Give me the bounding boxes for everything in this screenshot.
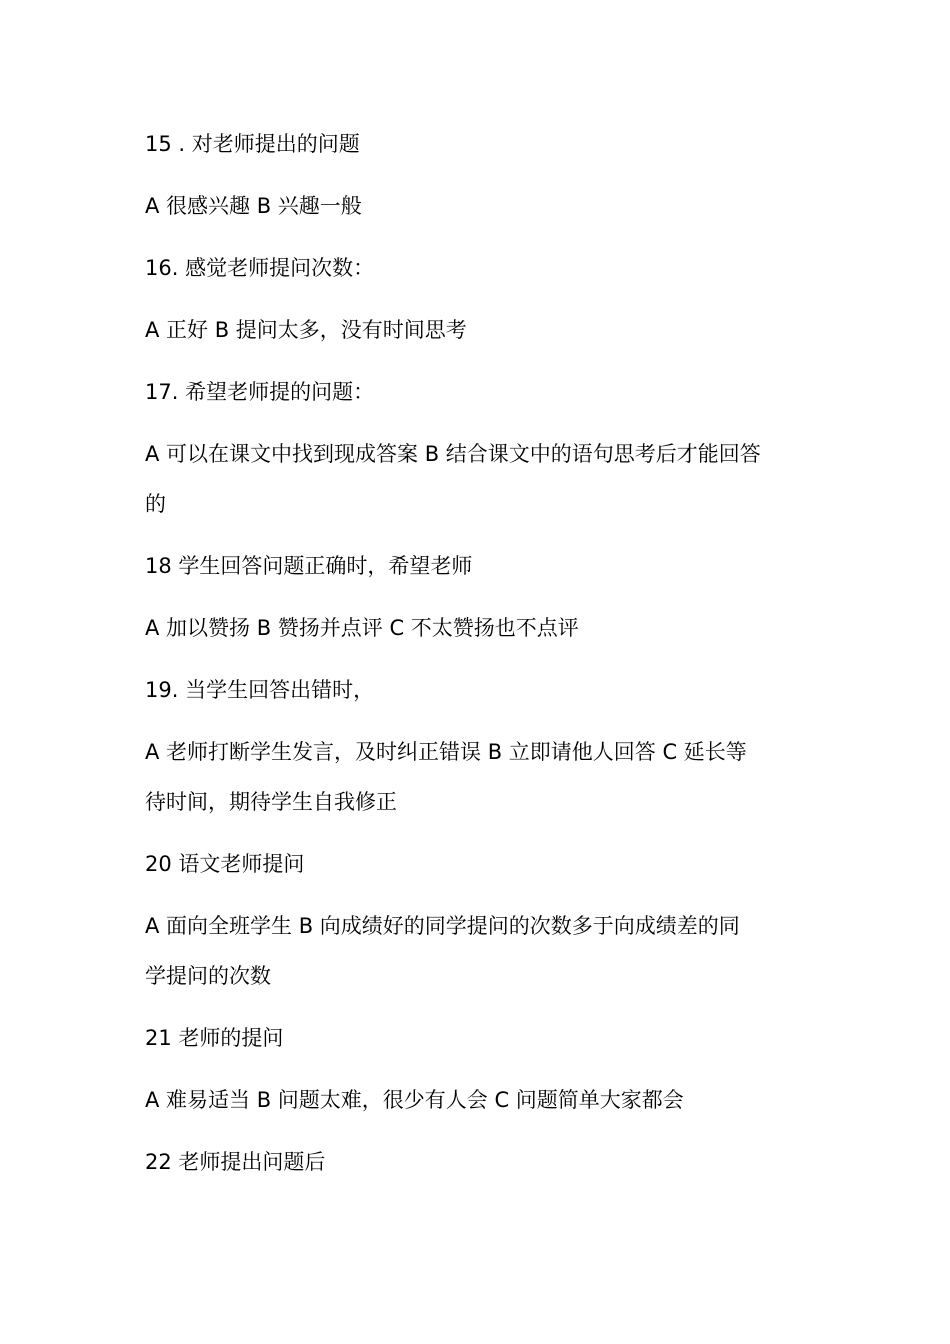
question-15: 15 . 对老师提出的问题: [145, 132, 360, 156]
questionnaire-body: [145, 131, 810, 1211]
question-21: 21 老师的提问: [145, 1026, 284, 1050]
question-20-options-cont: 学提问的次数: [145, 964, 271, 988]
question-21-options: A 难易适当 B 问题太难，很少有人会 C 问题简单大家都会: [145, 1088, 684, 1112]
question-17-options: A 可以在课文中找到现成答案 B 结合课文中的语句思考后才能回答: [145, 442, 761, 466]
question-20: 20 语文老师提问: [145, 852, 305, 876]
question-19-options: A 老师打断学生发言，及时纠正错误 B 立即请他人回答 C 延长等: [145, 740, 747, 764]
question-20-options: A 面向全班学生 B 向成绩好的同学提问的次数多于向成绩差的同: [145, 914, 740, 938]
question-19-options-cont: 待时间，期待学生自我修正: [145, 790, 397, 814]
question-18-options: A 加以赞扬 B 赞扬并点评 C 不太赞扬也不点评: [145, 616, 579, 640]
question-17: 17. 希望老师提的问题：: [145, 380, 375, 404]
question-17-options-cont: 的: [145, 492, 166, 516]
question-22: 22 老师提出问题后: [145, 1150, 326, 1174]
question-16: 16. 感觉老师提问次数：: [145, 256, 375, 280]
question-15-options: A 很感兴趣 B 兴趣一般: [145, 194, 362, 218]
question-19: 19. 当学生回答出错时，: [145, 678, 375, 702]
question-16-options: A 正好 B 提问太多，没有时间思考: [145, 318, 467, 342]
question-18: 18 学生回答问题正确时，希望老师: [145, 554, 473, 578]
